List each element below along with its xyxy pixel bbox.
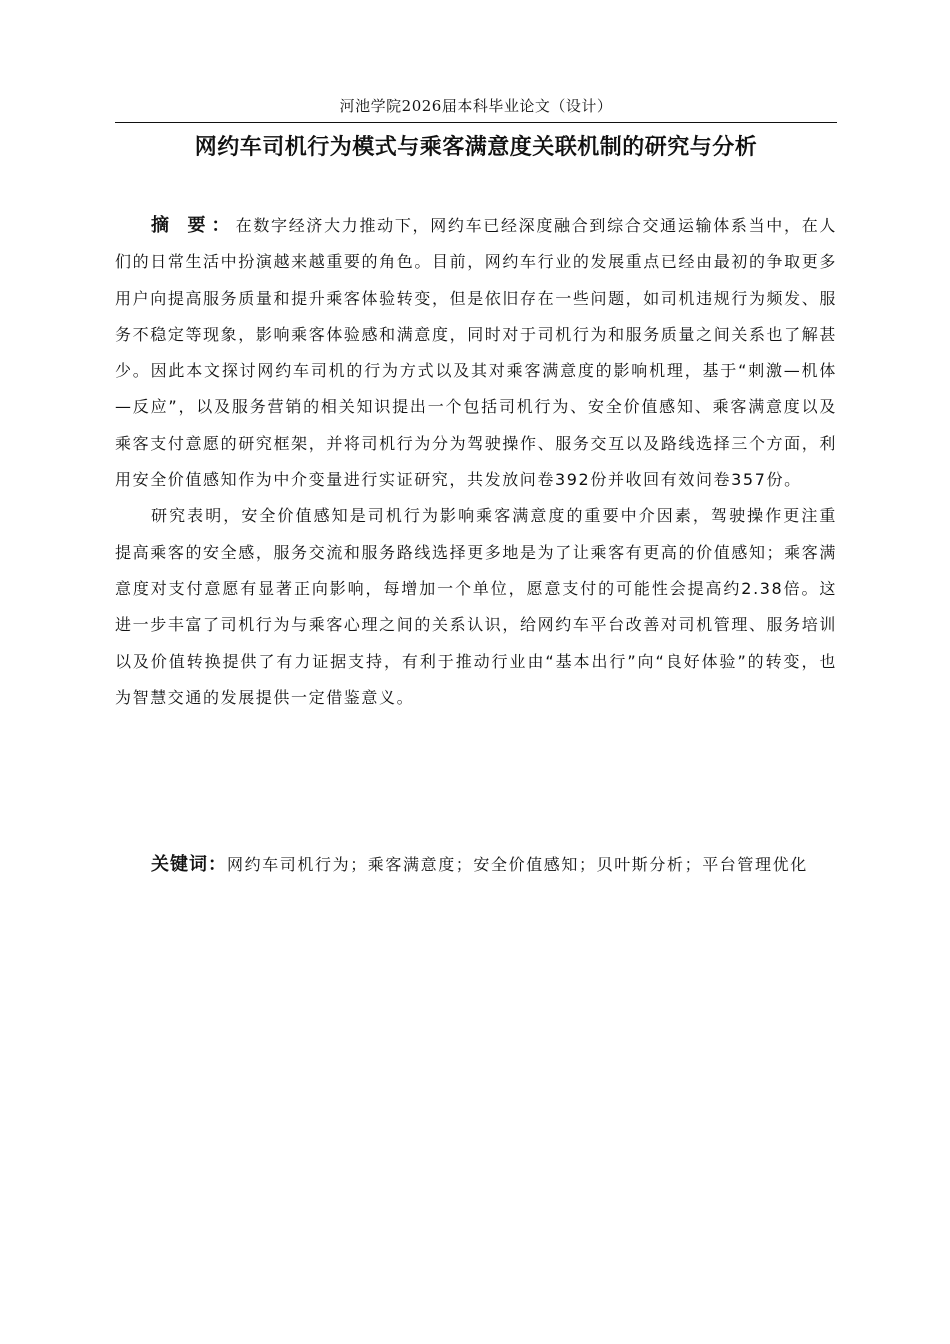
- keywords-label: 关键词：: [151, 854, 227, 875]
- abstract-label: 摘 要：: [151, 215, 236, 236]
- abstract-text-2: 研究表明，安全价值感知是司机行为影响乘客满意度的重要中介因素，驾驶操作更注重提高乘客的安全感，服务交流和服务路线选择更多地是为了让乘客有更高的价值感知；乘客满意度对支付意愿有显著正向影响，每增加一个单位，愿意支付的可能性会提高约2.38倍。这进一步丰富了司机行为与乘客心理之间的关系认识，给网约车平台改善对司机管理、服务培训以及价值转换提供了有力证据支持，有利于推动行业由“基本出行”向“良好体验”的转变，也为智慧交通的发展提供一定借鉴意义。: [115, 506, 837, 707]
- abstract-paragraph-2: [115, 498, 837, 716]
- header-divider: [115, 122, 837, 123]
- paper-title: 网约车司机行为模式与乘客满意度关联机制的研究与分析: [194, 135, 758, 160]
- abstract-section: [115, 208, 837, 716]
- running-header: 河池学院2026届本科毕业论文（设计）: [339, 97, 613, 115]
- keywords-section: [115, 846, 837, 884]
- keywords-text: 网约车司机行为；乘客满意度；安全价值感知；贝叶斯分析；平台管理优化: [227, 855, 808, 874]
- abstract-text-1: 在数字经济大力推动下，网约车已经深度融合到综合交通运输体系当中，在人们的日常生活中扮演越来越重要的角色。目前，网约车行业的发展重点已经由最初的争取更多用户向提高服务质量和提升乘客体验转变，但是依旧存在一些问题，如司机违规行为频发、服务不稳定等现象，影响乘客体验感和满意度，同时对于司机行为和服务质量之间关系也了解甚少。因此本文探讨网约车司机的行为方式以及其对乘客满意度的影响机理，基于“刺激—机体—反应”，以及服务营销的相关知识提出一个包括司机行为、安全价值感知、乘客满意度以及乘客支付意愿的研究框架，并将司机行为分为驾驶操作、服务交互以及路线选择三个方面，利用安全价值感知作为中介变量进行实证研究，共发放问卷392份并收回有效问卷357份。: [115, 216, 837, 490]
- abstract-paragraph-1: [115, 208, 837, 498]
